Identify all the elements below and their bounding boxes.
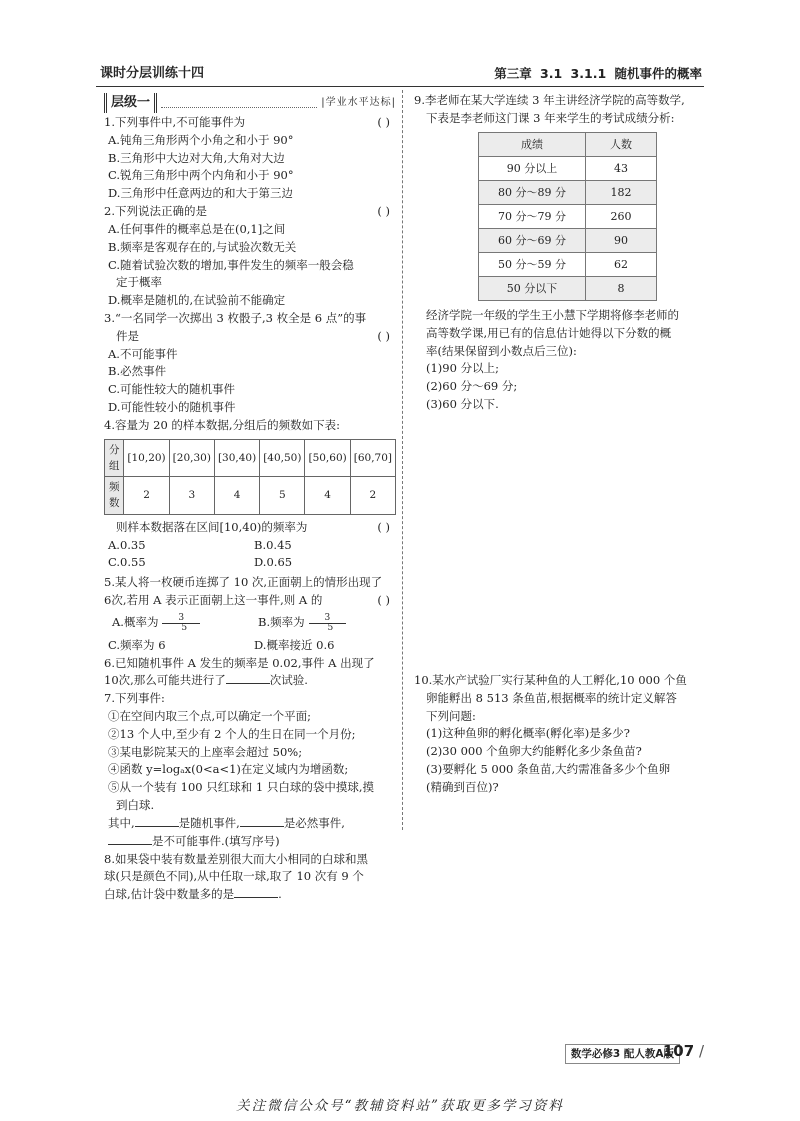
q8-answer-blank[interactable] <box>234 887 278 898</box>
table-row <box>479 252 657 276</box>
q4-answer-paren: ( ) <box>377 519 390 534</box>
footer-note: 关注微信公众号“教辅资料站”获取更多学习资料 <box>236 1098 564 1114</box>
q1-option-c: C.锐角三角形中两个内角和小于 90° <box>108 168 294 183</box>
q4-option-d: D.0.65 <box>254 555 293 570</box>
q1-option-a: A.钝角三角形两个小角之和小于 90° <box>108 132 294 147</box>
q9-line-1: 9.李老师在某大学连续 3 年主讲经济学院的高等数学, <box>414 93 685 107</box>
q7-tail-1a: 其中, <box>108 815 135 830</box>
level-bar <box>104 92 396 114</box>
q7-tail-1b: 是随机事件, <box>178 815 240 830</box>
table-cell: [30,40) <box>214 439 259 477</box>
q8-line-3: 白球,估计袋中数量多的是 <box>104 887 235 902</box>
q10-part-3: (3)要孵化 5 000 条鱼苗,大约需准备多少个鱼卵 <box>426 762 671 777</box>
q3-option-d: D.可能性较小的随机事件 <box>108 400 236 414</box>
table-row <box>479 204 657 228</box>
table-cell: 90 <box>586 228 657 252</box>
q5-stem-2: 6次,若用 A 表示正面朝上这一事件,则 A 的 <box>104 592 323 607</box>
header-rule <box>96 86 704 87</box>
q2-option-c: C.随着试验次数的增加,事件发生的频率一般会稳 <box>108 257 354 272</box>
fraction: $\frac{3}{5}$ <box>158 614 233 633</box>
q9-score-table <box>478 132 657 301</box>
q2-stem: 2.下列说法正确的是 <box>104 204 207 219</box>
table-row <box>479 180 657 204</box>
q3-stem-2: 件是 <box>116 328 139 343</box>
question-5 <box>104 574 396 654</box>
section-title: 课时分层训练十四 <box>100 66 205 81</box>
q5-option-a: A.概率为 $\frac{3}{5}$ <box>104 614 250 633</box>
q7-blank-certain[interactable] <box>240 816 284 827</box>
level-dots <box>161 99 317 108</box>
q2-option-b: B.频率是客观存在的,与试验次数无关 <box>108 239 297 254</box>
q5-option-d: D.概率接近 0.6 <box>254 637 335 652</box>
table-cell: 4 <box>305 477 350 515</box>
question-6 <box>104 655 396 691</box>
table-row <box>479 228 657 252</box>
q2-option-d: D.概率是随机的,在试验前不能确定 <box>108 293 286 308</box>
q7-tail-1c: 是必然事件, <box>283 815 345 830</box>
question-7 <box>104 690 396 850</box>
table-cell: 频数 <box>105 477 124 515</box>
q3-option-a: A.不可能事件 <box>108 346 178 361</box>
table-cell: 2 <box>350 477 395 515</box>
q6-line-1: 6.已知随机事件 A 发生的频率是 0.02,事件 A 出现了 <box>104 655 375 670</box>
table-cell: 80 分～89 分 <box>479 180 586 204</box>
table-cell: 62 <box>586 252 657 276</box>
table-row <box>105 477 396 515</box>
q1-stem: 1.下列事件中,不可能事件为 <box>104 115 246 129</box>
level-label: 层级一 <box>104 93 157 113</box>
table-cell: 50 分～59 分 <box>479 252 586 276</box>
left-column <box>104 92 396 904</box>
q7-item-4: ④函数 y=logₐx(0<a<1)在定义域内为增函数; <box>108 762 349 777</box>
q2-answer-paren: ( ) <box>377 204 390 219</box>
table-cell: 50 分以下 <box>479 276 586 300</box>
q3-answer-paren: ( ) <box>377 328 390 343</box>
q6-line-2b: 次试验. <box>269 673 308 688</box>
table-cell: 60 分～69 分 <box>479 228 586 252</box>
q9-after-1: 经济学院一年级的学生王小慧下学期将修李老师的 <box>426 307 679 322</box>
q5-answer-paren: ( ) <box>377 592 390 607</box>
q4-frequency-table <box>104 439 396 515</box>
q8-line-1: 8.如果袋中装有数量差别很大而大小相同的白球和黑 <box>104 851 368 866</box>
q7-blank-impossible[interactable] <box>108 834 152 845</box>
q4-after: 则样本数据落在区间[10,40)的频率为 <box>116 519 308 534</box>
chapter-title: 第三章 3.1 3.1.1 随机事件的概率 <box>494 66 702 81</box>
q4-option-c: C.0.55 <box>108 555 146 570</box>
question-10 <box>414 672 710 797</box>
table-row <box>479 276 657 300</box>
q9-part-3: (3)60 分以下. <box>426 397 499 412</box>
q7-item-1: ①在空间内取三个点,可以确定一个平面; <box>108 709 312 723</box>
table-header: 人数 <box>586 132 657 156</box>
table-row <box>479 132 657 156</box>
q9-line-2: 下表是李老师这门课 3 年来学生的考试成绩分析: <box>426 110 675 125</box>
table-cell: 分组 <box>105 439 124 477</box>
table-cell: [50,60) <box>305 439 350 477</box>
table-cell: [20,30) <box>169 439 214 477</box>
q4-option-b: B.0.45 <box>254 537 292 552</box>
q3-option-b: B.必然事件 <box>108 364 167 379</box>
q10-part-2: (2)30 000 个鱼卵大约能孵化多少条鱼苗? <box>426 744 642 759</box>
q6-answer-blank[interactable] <box>226 673 270 684</box>
table-cell: 43 <box>586 156 657 180</box>
table-cell: 70 分～79 分 <box>479 204 586 228</box>
q6-line-2a: 10次,那么可能共进行了 <box>104 673 226 688</box>
q4-option-a: A.0.35 <box>108 537 146 552</box>
q2-option-a: A.任何事件的概率总是在(0,1]之间 <box>108 221 286 236</box>
q5-option-c: C.频率为 6 <box>108 637 166 652</box>
q8-line-2: 球(只是颜色不同),从中任取一球,取了 10 次有 9 个 <box>104 869 364 884</box>
q10-part-1: (1)这种鱼卵的孵化概率(孵化率)是多少? <box>426 726 630 741</box>
table-cell: 260 <box>586 204 657 228</box>
table-row <box>105 439 396 477</box>
table-cell: [10,20) <box>124 439 169 477</box>
q7-item-5-cont: 到白球. <box>116 798 155 813</box>
q7-tail-2: 是不可能事件.(填写序号) <box>152 833 280 848</box>
table-cell: [40,50) <box>260 439 305 477</box>
table-row <box>479 156 657 180</box>
table-cell: 2 <box>124 477 169 515</box>
level-tag: |学业水平达标| <box>321 97 396 109</box>
question-1 <box>104 114 396 203</box>
table-cell: 90 分以上 <box>479 156 586 180</box>
column-divider <box>402 90 403 830</box>
q1-answer-paren: ( ) <box>377 115 390 129</box>
page-number: 107 / <box>663 1040 704 1063</box>
q5-option-b: B.频率为 $\frac{3}{5}$ <box>250 614 396 633</box>
table-header: 成绩 <box>479 132 586 156</box>
right-column <box>414 92 706 414</box>
q3-stem-1: 3.“一名同学一次掷出 3 枚骰子,3 枚全是 6 点”的事 <box>104 310 367 325</box>
table-cell: 8 <box>586 276 657 300</box>
q7-item-3: ③某电影院某天的上座率会超过 50%; <box>108 744 303 759</box>
q10-part-3-cont: (精确到百位)? <box>426 779 499 794</box>
q9-after-3: 率(结果保留到小数点后三位): <box>426 343 577 358</box>
q1-option-d: D.三角形中任意两边的和大于第三边 <box>108 186 293 201</box>
q10-line-1: 10.某水产试验厂实行某种鱼的人工孵化,10 000 个鱼 <box>414 673 687 687</box>
q7-stem: 7.下列事件: <box>104 691 165 706</box>
question-4 <box>104 417 396 572</box>
q1-option-b: B.三角形中大边对大角,大角对大边 <box>108 150 285 165</box>
q9-part-1: (1)90 分以上; <box>426 361 499 376</box>
book-label: 数学必修3 配人教A版 <box>565 1044 680 1064</box>
question-3 <box>104 310 396 417</box>
q7-blank-random[interactable] <box>135 816 179 827</box>
table-cell: 5 <box>260 477 305 515</box>
question-9 <box>414 92 706 414</box>
fraction: $\frac{3}{5}$ <box>305 614 380 633</box>
question-8: 8.如果袋中装有数量差别很大而大小相同的白球和黑 球(只是颜色不同),从中任取一球,取了 10 次有 9 个 白球,估计袋中数量多的是 . <box>104 851 396 904</box>
table-cell: [60,70] <box>350 439 395 477</box>
q10-line-2: 卵能孵出 8 513 条鱼苗,根据概率的统计定义解答 <box>426 690 677 705</box>
q9-after-2: 高等数学课,用已有的信息估计她得以下分数的概 <box>426 325 672 340</box>
q7-item-5: ⑤从一个装有 100 只红球和 1 只白球的袋中摸球,摸 <box>108 780 375 795</box>
q10-line-3: 下列问题: <box>426 708 476 723</box>
table-cell: 4 <box>214 477 259 515</box>
q3-option-c: C.可能性较大的随机事件 <box>108 382 236 397</box>
q2-option-c-cont: 定于概率 <box>116 275 162 290</box>
question-2 <box>104 203 396 310</box>
q7-item-2: ②13 个人中,至少有 2 个人的生日在同一个月份; <box>108 726 356 741</box>
q4-stem: 4.容量为 20 的样本数据,分组后的频数如下表: <box>104 417 340 432</box>
table-cell: 3 <box>169 477 214 515</box>
table-cell: 182 <box>586 180 657 204</box>
q5-stem-1: 5.某人将一枚硬币连掷了 10 次,正面朝上的情形出现了 <box>104 575 383 590</box>
q9-part-2: (2)60 分～69 分; <box>426 379 518 394</box>
